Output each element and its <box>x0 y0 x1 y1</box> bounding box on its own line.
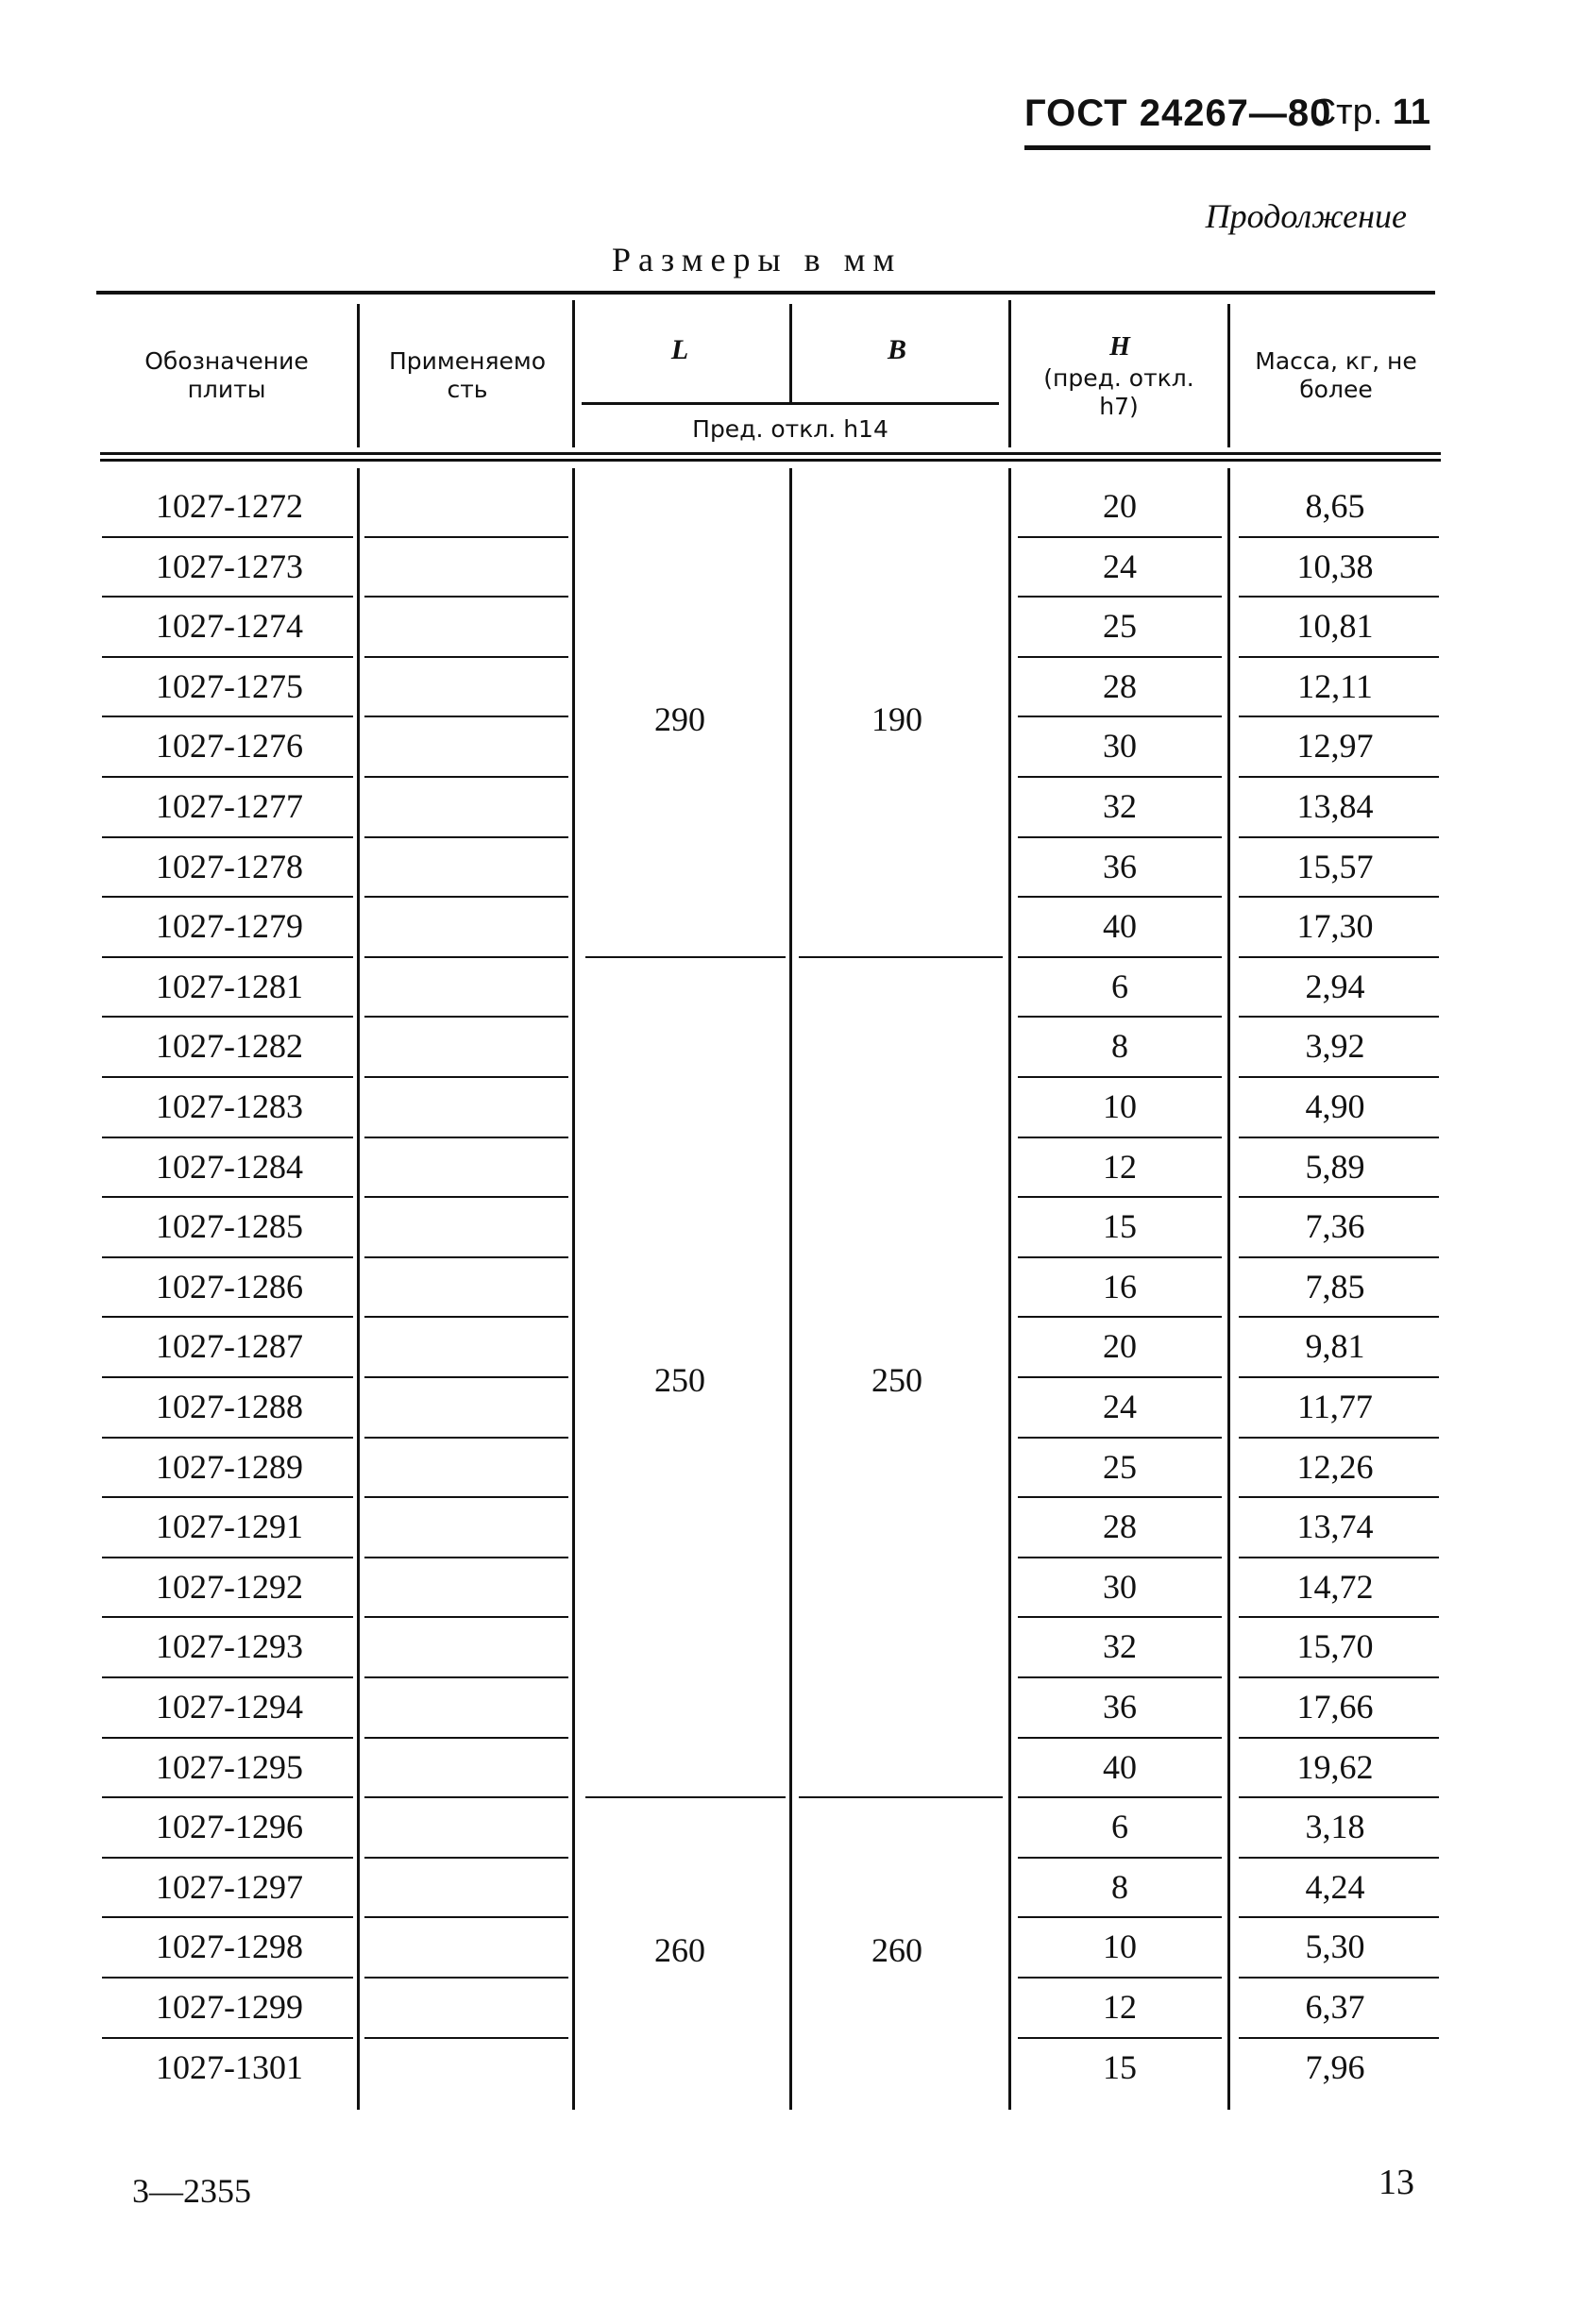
designation-cell: 1027-1292 <box>156 1567 303 1606</box>
continuation-label: Продолжение <box>1205 197 1407 235</box>
h-cell: 30 <box>1103 727 1137 766</box>
header-divider-1 <box>357 304 360 447</box>
row-rule-h <box>1018 1616 1222 1618</box>
header-lb-tolerance: Пред. откл. h14 <box>692 415 888 443</box>
h-cell: 24 <box>1103 1388 1137 1425</box>
row-rule-h <box>1018 1256 1222 1258</box>
row-rule-mass <box>1239 1076 1439 1078</box>
h-cell: 16 <box>1103 1267 1137 1305</box>
group-rule-B <box>799 1796 1003 1798</box>
row-rule-mass <box>1239 896 1439 898</box>
row-rule-designation <box>102 836 353 838</box>
h-cell: 28 <box>1103 666 1137 705</box>
row-rule-h <box>1018 1496 1222 1498</box>
mass-cell: 14,72 <box>1296 1567 1374 1606</box>
h-cell: 28 <box>1103 1507 1137 1546</box>
page-header <box>1024 93 1430 150</box>
row-rule-designation <box>102 1437 353 1439</box>
row-rule-mass <box>1239 1857 1439 1859</box>
mass-cell: 4,24 <box>1305 1867 1365 1906</box>
footer-page-number: 13 <box>1378 2163 1414 2202</box>
h-cell: 6 <box>1111 967 1128 1005</box>
row-rule-designation <box>102 536 353 538</box>
row-rule-h <box>1018 1857 1222 1859</box>
designation-cell: 1027-1291 <box>156 1507 303 1546</box>
mass-cell: 5,30 <box>1305 1928 1365 1966</box>
h-cell: 20 <box>1103 487 1137 525</box>
designation-cell: 1027-1286 <box>156 1267 303 1305</box>
row-rule-designation <box>102 1557 353 1558</box>
row-rule-applicability <box>364 1916 568 1918</box>
h-cell: 30 <box>1103 1567 1137 1606</box>
mass-cell: 17,66 <box>1296 1688 1374 1726</box>
mass-cell: 10,38 <box>1296 547 1374 585</box>
header-mass: Масса, кг, не более <box>1255 347 1417 403</box>
row-rule-applicability <box>364 2037 568 2039</box>
row-rule-applicability <box>364 1977 568 1979</box>
row-rule-h <box>1018 896 1222 898</box>
designation-cell: 1027-1278 <box>156 847 303 885</box>
row-rule-applicability <box>364 656 568 658</box>
row-rule-designation <box>102 1016 353 1018</box>
row-rule-mass <box>1239 1316 1439 1318</box>
row-rule-mass <box>1239 1496 1439 1498</box>
footer-code: 3—2355 <box>132 2172 251 2210</box>
row-rule-mass <box>1239 1916 1439 1918</box>
h-cell: 32 <box>1103 1627 1137 1666</box>
header-lb-rule <box>582 402 999 405</box>
designation-cell: 1027-1293 <box>156 1627 303 1666</box>
row-rule-h <box>1018 1737 1222 1739</box>
row-rule-applicability <box>364 896 568 898</box>
row-rule-applicability <box>364 1437 568 1439</box>
designation-cell: 1027-1288 <box>156 1388 303 1425</box>
row-rule-mass <box>1239 776 1439 778</box>
h-cell: 10 <box>1103 1087 1137 1125</box>
header-H-tolerance: (пред. откл. h7) <box>1043 364 1194 420</box>
group-L-value: 260 <box>654 1931 705 1970</box>
mass-cell: 12,11 <box>1297 666 1373 705</box>
row-rule-designation <box>102 656 353 658</box>
h-cell: 36 <box>1103 1688 1137 1726</box>
designation-cell: 1027-1274 <box>156 607 303 646</box>
mass-cell: 15,70 <box>1296 1627 1374 1666</box>
mass-cell: 10,81 <box>1296 607 1374 646</box>
h-cell: 24 <box>1103 547 1137 585</box>
h-cell: 40 <box>1103 1747 1137 1786</box>
group-B-value: 190 <box>871 700 922 739</box>
row-rule-mass <box>1239 1557 1439 1558</box>
row-rule-applicability <box>364 1016 568 1018</box>
designation-cell: 1027-1279 <box>156 907 303 946</box>
row-rule-h <box>1018 2037 1222 2039</box>
mass-cell: 19,62 <box>1296 1747 1374 1786</box>
h-cell: 15 <box>1103 1207 1137 1246</box>
row-rule-h <box>1018 1977 1222 1979</box>
group-rule-L <box>585 956 786 958</box>
row-rule-h <box>1018 1076 1222 1078</box>
row-rule-h <box>1018 776 1222 778</box>
row-rule-applicability <box>364 1137 568 1138</box>
row-rule-designation <box>102 2037 353 2039</box>
row-rule-designation <box>102 776 353 778</box>
h-cell: 40 <box>1103 907 1137 946</box>
designation-cell: 1027-1281 <box>156 967 303 1005</box>
row-rule-mass <box>1239 836 1439 838</box>
row-rule-applicability <box>364 1737 568 1739</box>
designation-cell: 1027-1296 <box>156 1808 303 1846</box>
mass-cell: 11,77 <box>1297 1388 1373 1425</box>
designation-cell: 1027-1275 <box>156 666 303 705</box>
row-rule-mass <box>1239 536 1439 538</box>
h-cell: 20 <box>1103 1327 1137 1366</box>
row-rule-mass <box>1239 1016 1439 1018</box>
row-rule-h <box>1018 956 1222 958</box>
mass-cell: 13,84 <box>1296 787 1374 825</box>
designation-cell: 1027-1273 <box>156 547 303 585</box>
row-rule-designation <box>102 1076 353 1078</box>
header-applicability: Применяемость <box>388 347 547 403</box>
row-rule-designation <box>102 1977 353 1979</box>
mass-cell: 12,26 <box>1296 1447 1374 1486</box>
mass-cell: 3,92 <box>1305 1027 1365 1066</box>
row-rule-designation <box>102 1316 353 1318</box>
row-rule-designation <box>102 1737 353 1739</box>
row-rule-mass <box>1239 2037 1439 2039</box>
h-cell: 15 <box>1103 2047 1137 2086</box>
row-rule-designation <box>102 1676 353 1678</box>
group-rule-B <box>799 956 1003 958</box>
designation-cell: 1027-1272 <box>156 487 303 525</box>
body-divider-2 <box>572 468 575 2110</box>
mass-cell: 15,57 <box>1296 847 1374 885</box>
header-divider-5 <box>1227 304 1230 447</box>
mass-cell: 5,89 <box>1305 1147 1365 1186</box>
row-rule-designation <box>102 596 353 598</box>
mass-cell: 9,81 <box>1305 1327 1365 1366</box>
row-rule-mass <box>1239 716 1439 717</box>
header-divider-4 <box>1008 300 1011 447</box>
body-divider-3 <box>789 468 792 2110</box>
group-B-value: 260 <box>871 1931 922 1970</box>
row-rule-applicability <box>364 776 568 778</box>
page-number: 11 <box>1392 93 1430 132</box>
row-rule-designation <box>102 1796 353 1798</box>
mass-cell: 4,90 <box>1305 1087 1365 1125</box>
row-rule-applicability <box>364 836 568 838</box>
header-L: L <box>670 334 689 365</box>
header-bottom-rule-1 <box>100 452 1441 455</box>
designation-cell: 1027-1284 <box>156 1147 303 1186</box>
h-cell: 36 <box>1103 847 1137 885</box>
row-rule-mass <box>1239 1737 1439 1739</box>
mass-cell: 17,30 <box>1296 907 1374 946</box>
row-rule-h <box>1018 1316 1222 1318</box>
mass-cell: 7,36 <box>1305 1207 1365 1246</box>
h-cell: 8 <box>1111 1867 1128 1906</box>
row-rule-mass <box>1239 1376 1439 1378</box>
designation-cell: 1027-1299 <box>156 1988 303 2026</box>
row-rule-designation <box>102 896 353 898</box>
mass-cell: 12,97 <box>1296 727 1374 766</box>
designation-cell: 1027-1285 <box>156 1207 303 1246</box>
header-bottom-rule-2 <box>100 459 1441 462</box>
row-rule-h <box>1018 1137 1222 1138</box>
designation-cell: 1027-1282 <box>156 1027 303 1066</box>
row-rule-h <box>1018 836 1222 838</box>
designation-cell: 1027-1294 <box>156 1688 303 1726</box>
row-rule-applicability <box>364 1616 568 1618</box>
designation-cell: 1027-1277 <box>156 787 303 825</box>
row-rule-applicability <box>364 596 568 598</box>
row-rule-mass <box>1239 1796 1439 1798</box>
row-rule-mass <box>1239 956 1439 958</box>
h-cell: 12 <box>1103 1988 1137 2026</box>
row-rule-h <box>1018 1376 1222 1378</box>
row-rule-applicability <box>364 716 568 717</box>
row-rule-h <box>1018 536 1222 538</box>
row-rule-h <box>1018 716 1222 717</box>
row-rule-h <box>1018 1196 1222 1198</box>
header-H: H <box>1109 332 1130 362</box>
row-rule-mass <box>1239 1196 1439 1198</box>
row-rule-applicability <box>364 1557 568 1558</box>
standard-number: ГОСТ 24267—80 <box>1024 93 1332 134</box>
body-divider-5 <box>1227 468 1230 2110</box>
row-rule-applicability <box>364 1196 568 1198</box>
row-rule-applicability <box>364 1376 568 1378</box>
row-rule-applicability <box>364 1256 568 1258</box>
header-B: B <box>887 334 906 365</box>
designation-cell: 1027-1283 <box>156 1087 303 1125</box>
row-rule-h <box>1018 656 1222 658</box>
h-cell: 12 <box>1103 1147 1137 1186</box>
mass-cell: 7,85 <box>1305 1267 1365 1305</box>
row-rule-h <box>1018 1437 1222 1439</box>
row-rule-h <box>1018 1916 1222 1918</box>
row-rule-mass <box>1239 1616 1439 1618</box>
designation-cell: 1027-1301 <box>156 2047 303 2086</box>
row-rule-mass <box>1239 1137 1439 1138</box>
group-rule-L <box>585 1796 786 1798</box>
row-rule-applicability <box>364 1676 568 1678</box>
header-designation: Обозначение плиты <box>144 347 309 403</box>
h-cell: 8 <box>1111 1027 1128 1066</box>
h-cell: 6 <box>1111 1808 1128 1846</box>
designation-cell: 1027-1297 <box>156 1867 303 1906</box>
row-rule-designation <box>102 1196 353 1198</box>
body-divider-4 <box>1008 468 1011 2110</box>
table-top-rule <box>96 291 1435 295</box>
row-rule-designation <box>102 1857 353 1859</box>
row-rule-applicability <box>364 1796 568 1798</box>
designation-cell: 1027-1276 <box>156 727 303 766</box>
row-rule-h <box>1018 1557 1222 1558</box>
row-rule-designation <box>102 1916 353 1918</box>
designation-cell: 1027-1289 <box>156 1447 303 1486</box>
mass-cell: 13,74 <box>1296 1507 1374 1546</box>
row-rule-h <box>1018 1796 1222 1798</box>
mass-cell: 3,18 <box>1305 1808 1365 1846</box>
designation-cell: 1027-1298 <box>156 1928 303 1966</box>
row-rule-applicability <box>364 956 568 958</box>
h-cell: 32 <box>1103 787 1137 825</box>
row-rule-h <box>1018 596 1222 598</box>
mass-cell: 7,96 <box>1305 2047 1365 2086</box>
page-reference <box>1311 93 1430 133</box>
row-rule-mass <box>1239 1676 1439 1678</box>
row-rule-mass <box>1239 1437 1439 1439</box>
h-cell: 25 <box>1103 607 1137 646</box>
row-rule-mass <box>1239 596 1439 598</box>
row-rule-mass <box>1239 1977 1439 1979</box>
row-rule-mass <box>1239 656 1439 658</box>
mass-cell: 2,94 <box>1305 967 1365 1005</box>
row-rule-designation <box>102 1137 353 1138</box>
row-rule-applicability <box>364 1076 568 1078</box>
group-B-value: 250 <box>871 1361 922 1399</box>
page-label: Стр. <box>1310 93 1383 132</box>
units-caption: Размеры в мм <box>612 241 903 278</box>
header-divider-3 <box>789 304 792 402</box>
group-L-value: 250 <box>654 1361 705 1399</box>
row-rule-h <box>1018 1016 1222 1018</box>
row-rule-designation <box>102 1376 353 1378</box>
designation-cell: 1027-1287 <box>156 1327 303 1366</box>
row-rule-designation <box>102 956 353 958</box>
row-rule-designation <box>102 1496 353 1498</box>
row-rule-h <box>1018 1676 1222 1678</box>
mass-cell: 8,65 <box>1305 487 1365 525</box>
row-rule-applicability <box>364 1316 568 1318</box>
row-rule-applicability <box>364 536 568 538</box>
mass-cell: 6,37 <box>1305 1988 1365 2026</box>
h-cell: 10 <box>1103 1928 1137 1966</box>
row-rule-designation <box>102 716 353 717</box>
body-divider-1 <box>357 468 360 2110</box>
row-rule-mass <box>1239 1256 1439 1258</box>
row-rule-designation <box>102 1256 353 1258</box>
row-rule-applicability <box>364 1496 568 1498</box>
h-cell: 25 <box>1103 1447 1137 1486</box>
group-L-value: 290 <box>654 700 705 739</box>
header-divider-2 <box>572 300 575 447</box>
row-rule-applicability <box>364 1857 568 1859</box>
row-rule-designation <box>102 1616 353 1618</box>
designation-cell: 1027-1295 <box>156 1747 303 1786</box>
